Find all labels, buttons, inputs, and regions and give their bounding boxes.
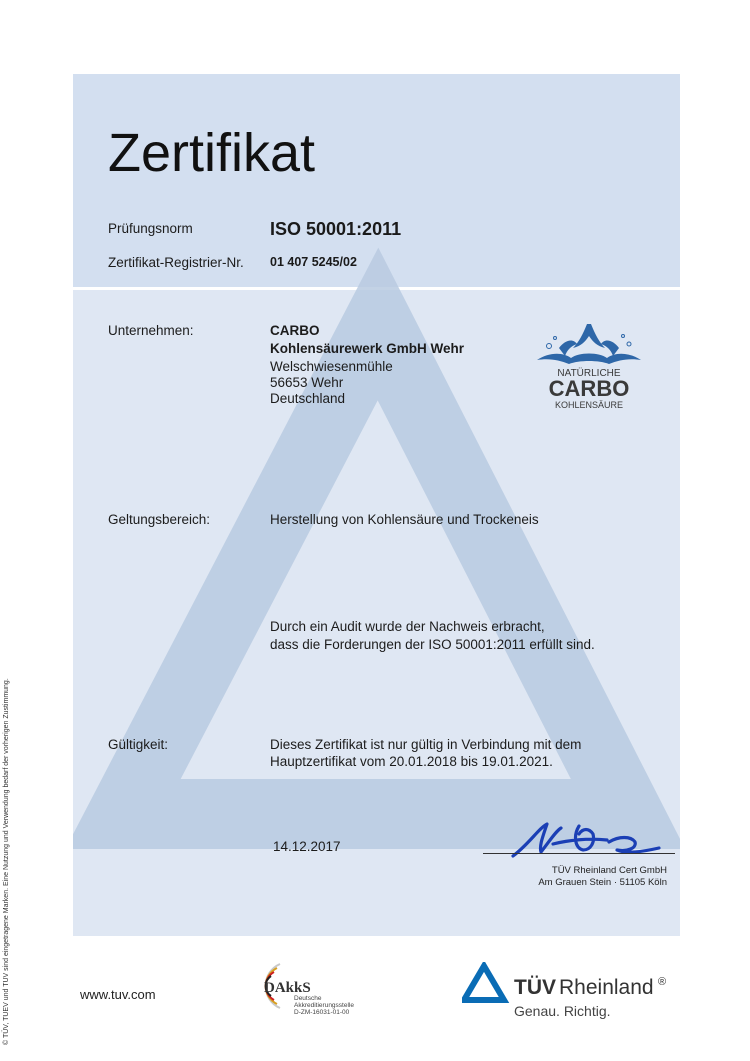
standard-label: Prüfungsnorm	[108, 221, 193, 236]
company-name-line1: CARBO	[270, 323, 320, 338]
signature	[509, 814, 669, 864]
dakks-logo	[250, 958, 370, 1016]
certificate-panel	[73, 74, 680, 936]
issue-date: 14.12.2017	[273, 839, 341, 854]
company-name-line2: Kohlensäurewerk GmbH Wehr	[270, 341, 465, 356]
tuv-triangle-watermark	[73, 74, 680, 936]
issuer-name: TÜV Rheinland Cert GmbH	[551, 865, 667, 876]
certificate-title: Zertifikat	[108, 123, 316, 183]
trademark-side-note: © TÜV, TUEV und TUV sind eingetragene Marken. Eine Nutzung und Verwendung bedarf der vorherigen Zustimmung.	[3, 678, 10, 1045]
tuv-rheinland-logo	[462, 962, 677, 1024]
carbo-logo-main-text: CARBO	[548, 376, 630, 401]
company-country: Deutschland	[270, 391, 346, 406]
audit-statement-line2: dass die Forderungen der ISO 50001:2011 erfüllt sind.	[270, 637, 595, 652]
carbo-logo-top-text: NATÜRLICHE	[557, 368, 621, 379]
dakks-line2: Akkreditierungsstelle	[294, 1002, 354, 1009]
tuv-slogan: Genau. Richtig.	[514, 1003, 611, 1019]
registration-value: 01 407 5245/02	[270, 255, 357, 269]
dakks-line3: D-ZM-16031-01-00	[294, 1009, 350, 1016]
issuer-address: Am Grauen Stein · 51105 Köln	[538, 877, 667, 888]
company-label: Unternehmen:	[108, 323, 194, 338]
company-street: Welschwiesenmühle	[270, 359, 393, 374]
tuv-brand-bold: TÜV	[514, 976, 556, 999]
standard-value: ISO 50001:2011	[270, 219, 402, 239]
audit-statement-line1: Durch ein Audit wurde der Nachweis erbracht,	[270, 619, 545, 634]
signature-line	[483, 853, 675, 854]
carbo-logo	[529, 318, 649, 418]
company-city: 56653 Wehr	[270, 375, 344, 390]
validity-line2: Hauptzertifikat vom 20.01.2018 bis 19.01.2021.	[270, 754, 553, 769]
carbo-logo-bottom-text: KOHLENSÄURE	[554, 400, 624, 410]
scope-label: Geltungsbereich:	[108, 512, 211, 527]
dakks-title: DAkkS	[264, 980, 311, 996]
footer-url[interactable]: www.tuv.com	[80, 987, 156, 1002]
scope-value: Herstellung von Kohlensäure und Trockeneis	[270, 512, 539, 527]
validity-label: Gültigkeit:	[108, 737, 169, 752]
tuv-registered-mark: ®	[658, 976, 667, 988]
tuv-brand-rest: Rheinland	[559, 976, 654, 999]
registration-label: Zertifikat-Registrier-Nr.	[108, 255, 244, 270]
validity-line1: Dieses Zertifikat ist nur gültig in Verbindung mit dem	[270, 737, 582, 752]
dakks-line1: Deutsche	[294, 995, 322, 1002]
